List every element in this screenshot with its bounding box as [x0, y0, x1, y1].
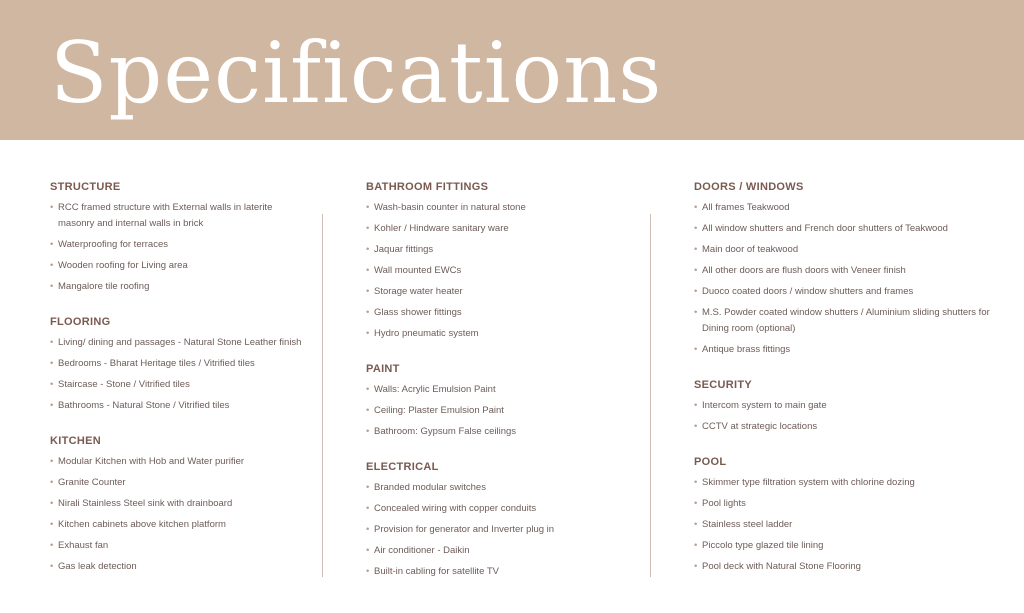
column-divider	[650, 214, 651, 577]
list-item: • Branded modular switches	[366, 480, 636, 496]
list-item: • Kohler / Hindware sanitary ware	[366, 221, 636, 237]
list-item: • All window shutters and French door shutters of Teakwood	[694, 221, 1014, 237]
section-kitchen	[50, 434, 310, 575]
list-item: • All other doors are flush doors with Veneer finish	[694, 263, 1014, 279]
list-item: • Wooden roofing for Living area	[50, 258, 310, 274]
list-item: • Bedrooms - Bharat Heritage tiles / Vitrified tiles	[50, 356, 310, 372]
list-item: • Staircase - Stone / Vitrified tiles	[50, 377, 310, 393]
section-heading: FLOORING	[50, 316, 111, 328]
list-item: • Pool deck with Natural Stone Flooring	[694, 559, 1014, 575]
list-item: • Antique brass fittings	[694, 342, 1014, 358]
spec-column-2	[366, 180, 636, 600]
list-item: • Stainless steel ladder	[694, 517, 1014, 533]
list-item: • Bathrooms - Natural Stone / Vitrified tiles	[50, 398, 310, 414]
list-item: • Storage water heater	[366, 284, 636, 300]
list-item: • Waterproofing for terraces	[50, 237, 310, 253]
list-item: • Hydro pneumatic system	[366, 326, 636, 342]
section-heading: BATHROOM FITTINGS	[366, 181, 489, 193]
list-item: • Living/ dining and passages - Natural Stone Leather finish	[50, 335, 310, 351]
list-item: • Skimmer type filtration system with chlorine dozing	[694, 475, 1014, 491]
list-item: • Provision for generator and Inverter plug in	[366, 522, 636, 538]
list-item: • Gas leak detection	[50, 559, 310, 575]
section-flooring	[50, 315, 310, 414]
list-item: • Wall mounted EWCs	[366, 263, 636, 279]
list-item: • Granite Counter	[50, 475, 310, 491]
section-heading: KITCHEN	[50, 435, 101, 447]
list-item: • Kitchen cabinets above kitchen platform	[50, 517, 310, 533]
section-electrical	[366, 460, 636, 580]
list-item: • RCC framed structure with External walls in laterite masonry and internal walls in brick	[50, 200, 310, 232]
list-item: • Walls: Acrylic Emulsion Paint	[366, 382, 636, 398]
section-bathroom-fittings	[366, 180, 636, 342]
list-item: • Main door of teakwood	[694, 242, 1014, 258]
spec-column-1	[50, 180, 310, 595]
list-item: • Modular Kitchen with Hob and Water purifier	[50, 454, 310, 470]
section-heading: POOL	[694, 456, 727, 468]
section-structure	[50, 180, 310, 295]
list-item: • M.S. Powder coated window shutters / Aluminium sliding shutters for Dining room (optional)	[694, 305, 1014, 337]
list-item: • CCTV at strategic locations	[694, 419, 1014, 435]
list-item: • Duoco coated doors / window shutters and frames	[694, 284, 1014, 300]
list-item: • Mangalore tile roofing	[50, 279, 310, 295]
list-item: • Wash-basin counter in natural stone	[366, 200, 636, 216]
section-heading: STRUCTURE	[50, 181, 121, 193]
page-title: Specifications	[50, 24, 663, 122]
list-item: • Piccolo type glazed tile lining	[694, 538, 1014, 554]
list-item: • Bathroom: Gypsum False ceilings	[366, 424, 636, 440]
list-item: • Nirali Stainless Steel sink with drainboard	[50, 496, 310, 512]
list-item: • Intercom system to main gate	[694, 398, 1014, 414]
section-heading: SECURITY	[694, 379, 753, 391]
list-item: • Built-in cabling for satellite TV	[366, 564, 636, 580]
header-banner	[0, 0, 1024, 140]
section-security	[694, 378, 1014, 435]
list-item: • Ceiling: Plaster Emulsion Paint	[366, 403, 636, 419]
list-item: • Glass shower fittings	[366, 305, 636, 321]
section-pool	[694, 455, 1014, 575]
column-divider	[322, 214, 323, 577]
section-heading: PAINT	[366, 363, 400, 375]
list-item: • All frames Teakwood	[694, 200, 1014, 216]
section-heading: ELECTRICAL	[366, 461, 439, 473]
section-heading: DOORS / WINDOWS	[694, 181, 804, 193]
list-item: • Exhaust fan	[50, 538, 310, 554]
spec-column-3	[694, 180, 1014, 595]
section-doors-windows	[694, 180, 1014, 358]
list-item: • Jaquar fittings	[366, 242, 636, 258]
section-paint	[366, 362, 636, 440]
list-item: • Air conditioner - Daikin	[366, 543, 636, 559]
list-item: • Pool lights	[694, 496, 1014, 512]
list-item: • Concealed wiring with copper conduits	[366, 501, 636, 517]
